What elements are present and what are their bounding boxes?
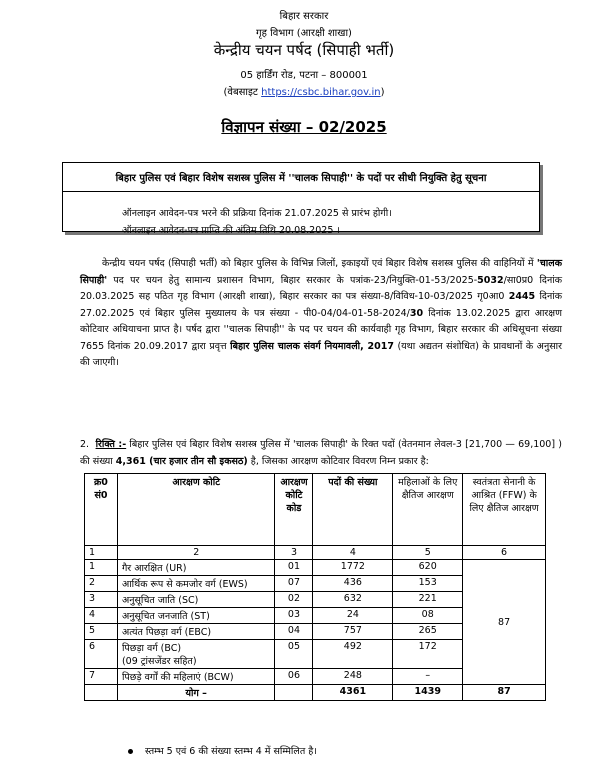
col-posts: पदों की संख्या — [313, 474, 393, 546]
table-row: 7 पिछड़े वर्गों की महिलाएं (BCW) 06 248 – — [85, 669, 546, 685]
table-row: 3 अनुसूचित जाति (SC) 02 632 221 — [85, 592, 546, 608]
col-sn: क्र0 सं0 — [85, 474, 118, 546]
table-total-row — [85, 685, 546, 701]
notice-line-2: ऑनलाइन आवेदन-पत्र प्राप्ति की अंतिम तिथि 20.08.2025 । — [122, 225, 340, 236]
notice-title: बिहार पुलिस एवं बिहार विशेष सशस्त्र पुलिस में ''चालक सिपाही'' के पदों पर सीधी नियुक्ति हेतु सूचना — [115, 173, 487, 184]
paragraph-2: 2. रिक्ति :- बिहार पुलिस एवं बिहार विशेष सशस्त्र पुलिस में 'चालक सिपाही' के रिक्त पदों (वेतनमान लेवल-3 [21,700 — 69,100] ) की संख्या 4,361 (चार हजार तीन सौ इकसठ) है, जिसका आरक्षण कोटिवार विवरण निम्न प्रकार है: — [80, 439, 562, 467]
bullet-icon — [128, 749, 133, 754]
total-label: योग – — [117, 685, 275, 701]
table-row: 6 पिछड़ा वर्ग (BC) (09 ट्रांसजेंडर सहित) 05 492 172 — [85, 640, 546, 669]
header-gov: बिहार सरकार — [279, 11, 329, 22]
table-row: 2 आर्थिक रूप से कमजोर वर्ग (EWS) 07 436 153 — [85, 576, 546, 592]
header-address: 05 हार्डिंग रोड, पटना – 800001 — [240, 70, 368, 81]
reservation-table — [84, 473, 546, 701]
col-code: आरक्षण कोटि कोड — [275, 474, 313, 546]
website-link[interactable]: https://csbc.bihar.gov.in — [261, 87, 381, 98]
total-women: 1439 — [393, 685, 463, 701]
table-row: 4 अनुसूचित जनजाति (ST) 03 24 08 — [85, 608, 546, 624]
notice-divider — [63, 191, 539, 192]
table-row: 5 अत्यंत पिछड़ा वर्ग (EBC) 04 757 265 — [85, 624, 546, 640]
advert-title: विज्ञापन संख्या – 02/2025 — [221, 118, 387, 136]
total-posts: 4361 — [313, 685, 393, 701]
notice-line-1: ऑनलाइन आवेदन-पत्र भरने की प्रक्रिया दिनांक 21.07.2025 से प्रारंभ होगी। — [122, 208, 392, 219]
paragraph-1: केन्द्रीय चयन पर्षद (सिपाही भर्ती) को बिहार पुलिस के विभिन्न जिलों, इकाइयों एवं बिहार विशेष सशस्त्र पुलिस की वाहिनियों में 'चालक सिपाही' पद पर चयन हेतु सामान्य प्रशासन विभाग, बिहार सरकार के पत्रांक-23/नियुक्ति-01-53/2025-5032/सा0प्र0 दिनांक 20.03.2025 सह पठित गृह विभाग (आरक्षी शाखा), बिहार सरकार का पत्र संख्या-8/विविध-10-03/2025 गृ0आ0 2445 दिनांक 27.02.2025 एवं बिहार पुलिस मुख्यालय के पत्र संख्या - पी0-04/04-01-58-2024/30 दिनांक 13.02.2025 द्वारा आरक्षण कोटिवार अधियाचना प्राप्त है। पर्षद द्वारा ''चालक सिपाही'' के पद पर चयन की कार्यवाही गृह विभाग, बिहार सरकार की अधिसूचना संख्या 7655 दिनांक 20.09.2017 द्वारा प्रवृत्त बिहार पुलिस चालक संवर्ग नियमावली, 2017 (यथा अद्यतन संशोधित) के प्रावधानों के अनुसार की जाएगी। — [80, 258, 562, 368]
footnote: स्तम्भ 5 एवं 6 की संख्या स्तम्भ 4 में सम्मिलित है। — [128, 744, 317, 757]
col-category: आरक्षण कोटि — [117, 474, 275, 546]
col-women: महिलाओं के लिए क्षैतिज आरक्षण — [393, 474, 463, 546]
header-board: केन्द्रीय चयन पर्षद (सिपाही भर्ती) — [213, 41, 395, 59]
header-website — [0, 84, 608, 98]
total-ffw: 87 — [463, 685, 546, 701]
table-header-row — [85, 474, 546, 546]
website-suffix: ) — [380, 87, 385, 98]
ffw-merged-cell: 87 — [463, 560, 546, 685]
table-row: 1 गैर आरक्षित (UR) 01 1772 620 87 — [85, 560, 546, 576]
col-ffw: स्वतंत्रता सेनानी के आश्रित (FFW) के लिए क्षैतिज आरक्षण — [463, 474, 546, 546]
website-prefix: (वेबसाइट — [223, 87, 258, 98]
header-dept: गृह विभाग (आरक्षी शाखा) — [256, 28, 352, 39]
table-index-row: 1 2 3 4 5 6 — [85, 546, 546, 560]
notice-box — [62, 162, 540, 236]
